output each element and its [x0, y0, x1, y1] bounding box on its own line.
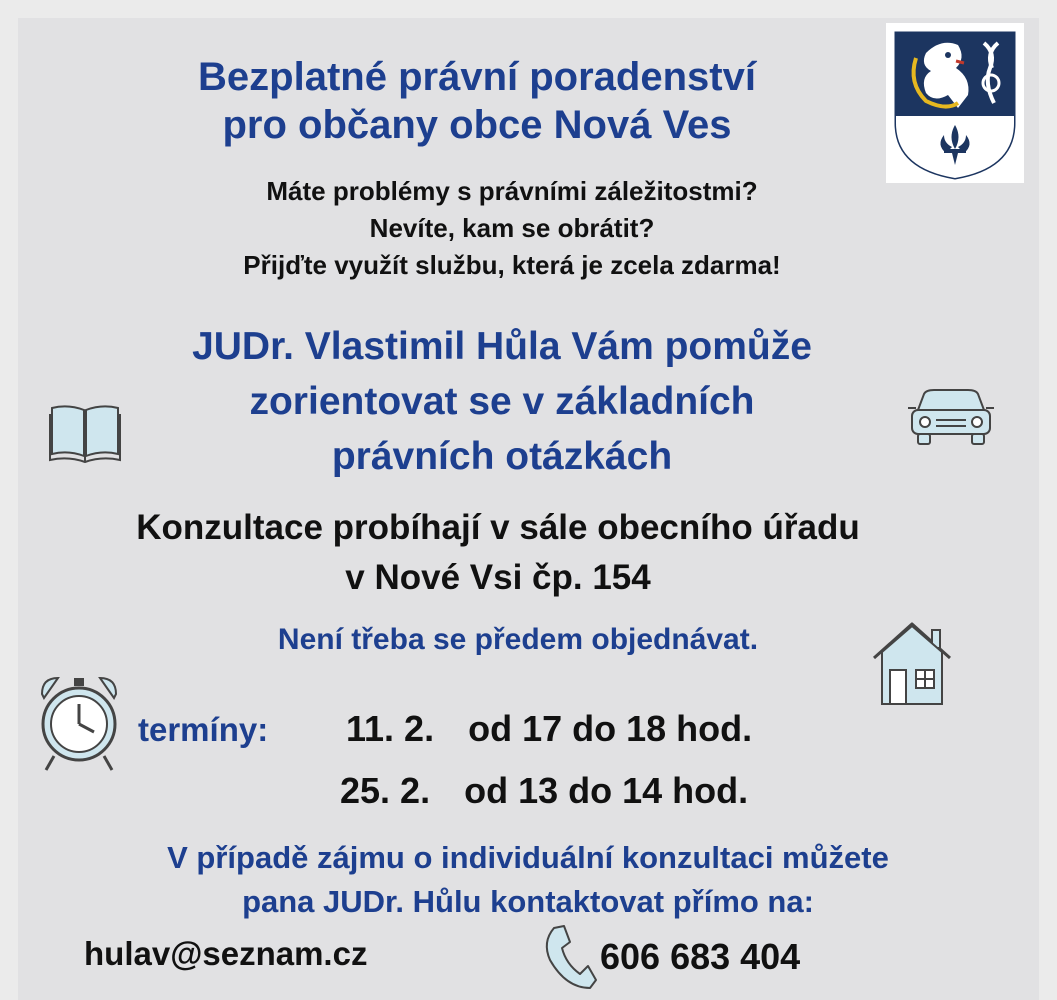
coat-of-arms-icon — [886, 23, 1024, 183]
schedule-label: termíny: — [138, 711, 269, 748]
lawyer-line-2: zorientovat se v základních — [249, 380, 755, 423]
location-line-2: v Nové Vsi čp. 154 — [345, 558, 651, 597]
contact-intro — [38, 836, 1018, 924]
intro — [102, 173, 922, 284]
contact-line-1: V případě zájmu o individuální konzultaci můžete — [167, 840, 889, 875]
contact-phone[interactable]: 606 683 404 — [600, 936, 801, 977]
lawyer-info — [102, 319, 902, 484]
intro-line-2: Nevíte, kam se obrátit? — [369, 213, 655, 243]
no-booking-notice: Není třeba se předem objednávat. — [277, 623, 759, 656]
phone-icon — [540, 924, 598, 997]
contact-email[interactable]: hulav@seznam.cz — [84, 935, 368, 972]
alarm-clock-icon — [34, 672, 124, 781]
intro-line-1: Máte problémy s právními záležitostmi? — [266, 176, 758, 206]
schedule-time-1: od 17 do 18 hod. — [468, 708, 753, 749]
schedule-date-1: 11. 2. — [346, 708, 435, 749]
title — [102, 53, 852, 149]
car-icon — [906, 386, 996, 455]
poster — [18, 18, 1039, 1000]
schedule-row-2 — [340, 768, 748, 814]
title-line-1: Bezplatné právní poradenství — [198, 55, 756, 99]
schedule-time-2: od 13 do 14 hod. — [464, 770, 749, 811]
title-line-2: pro občany obce Nová Ves — [222, 103, 732, 147]
house-icon — [870, 618, 954, 715]
intro-line-3: Přijďte využít službu, která je zcela zdarma! — [243, 250, 781, 280]
schedule-row-1 — [346, 706, 752, 752]
location-line-1: Konzultace probíhají v sále obecního úřadu — [136, 508, 860, 547]
location — [58, 503, 938, 603]
contact-line-2: pana JUDr. Hůlu kontaktovat přímo na: — [242, 884, 814, 919]
lawyer-line-1: JUDr. Vlastimil Hůla Vám pomůže — [192, 325, 812, 368]
lawyer-line-3: právních otázkách — [331, 435, 673, 478]
schedule-date-2: 25. 2. — [340, 770, 431, 811]
book-icon — [48, 402, 122, 469]
